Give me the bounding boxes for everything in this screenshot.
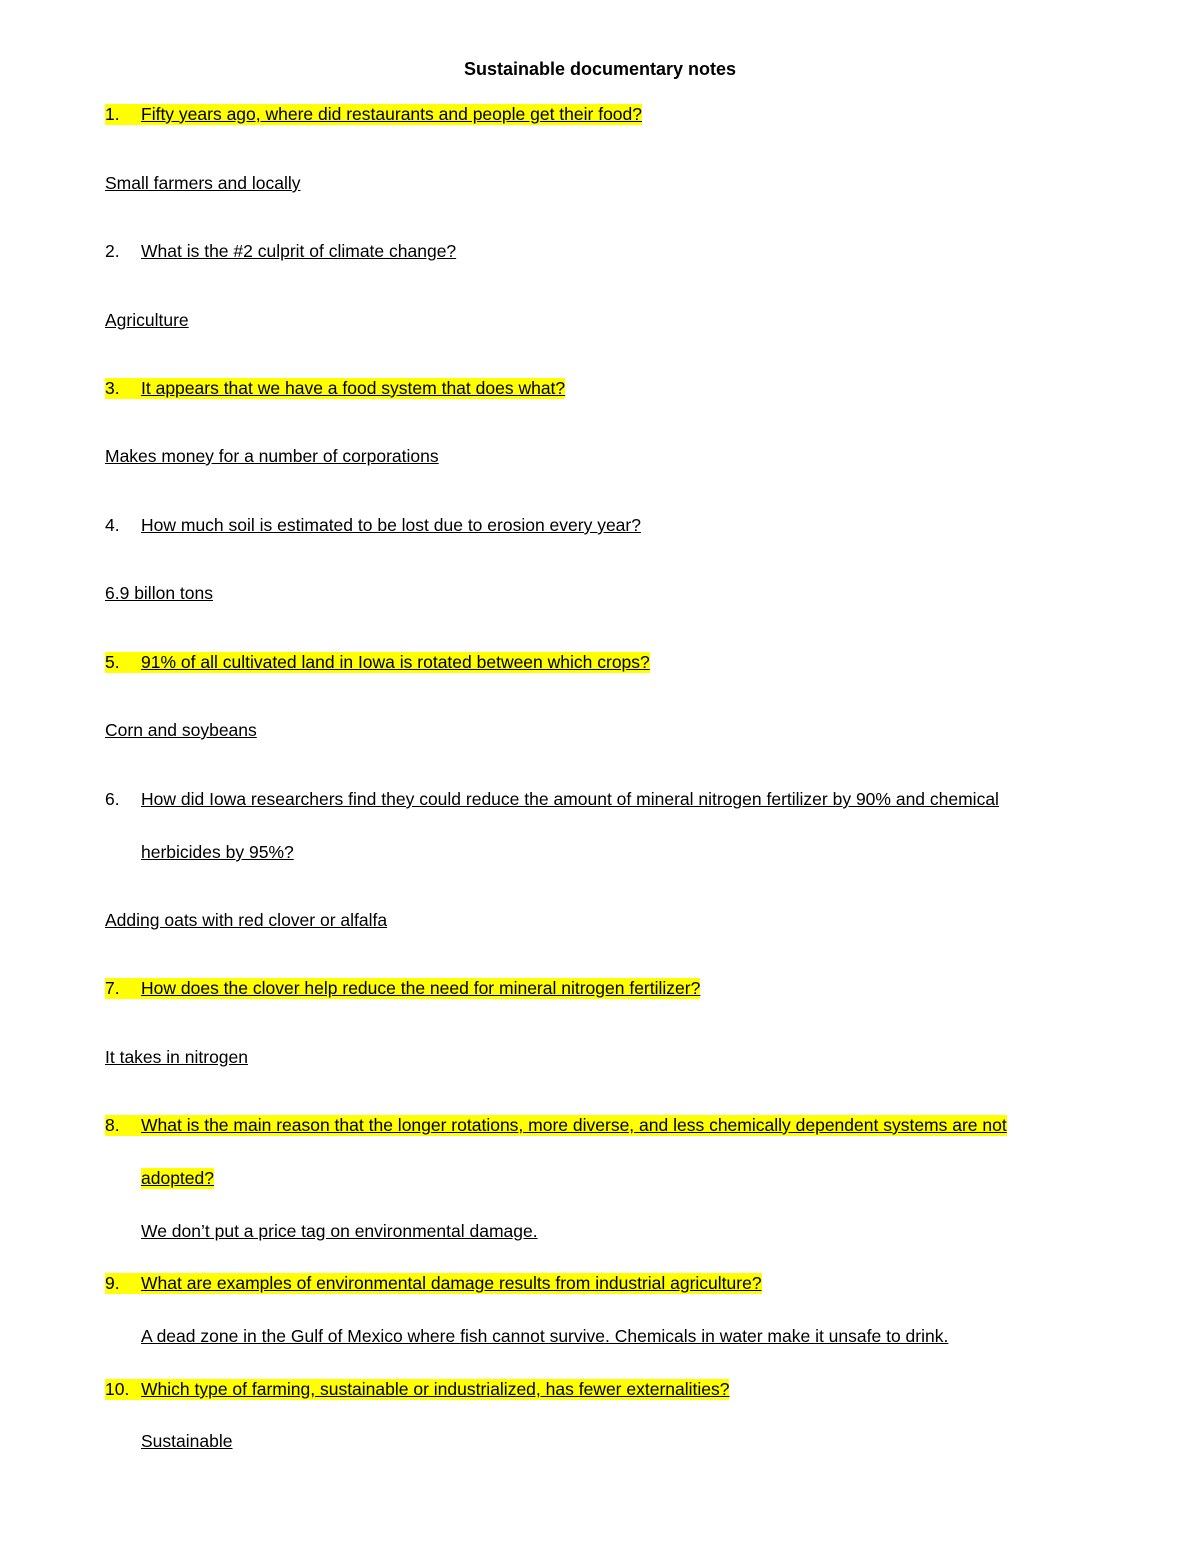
- answer-text: A dead zone in the Gulf of Mexico where fish cannot survive. Chemicals in water make it unsafe to drink.: [141, 1326, 949, 1346]
- answer-text: Corn and soybeans: [105, 720, 257, 740]
- question-text: Which type of farming, sustainable or industrialized, has fewer externalities?: [141, 1379, 730, 1399]
- question-text: How much soil is estimated to be lost due to erosion every year?: [141, 515, 641, 535]
- question-number: 3.: [105, 378, 141, 399]
- answer-text: We don’t put a price tag on environmental damage.: [141, 1221, 538, 1241]
- question-number: 8.: [105, 1115, 141, 1136]
- question-number: 4.: [105, 515, 120, 535]
- question-number: 10.: [105, 1379, 141, 1400]
- question-text: It appears that we have a food system that does what?: [141, 378, 566, 398]
- question-text: Fifty years ago, where did restaurants and people get their food?: [141, 104, 642, 124]
- question-text-continued: herbicides by 95%?: [141, 842, 294, 862]
- answer-text: Makes money for a number of corporations: [105, 446, 439, 466]
- question-text: What are examples of environmental damage results from industrial agriculture?: [141, 1273, 762, 1293]
- answer-text: Sustainable: [141, 1431, 233, 1451]
- question-text: What is the main reason that the longer rotations, more diverse, and less chemically dependent systems are not: [141, 1115, 1007, 1135]
- question-number: 9.: [105, 1273, 141, 1294]
- question-number: 1.: [105, 104, 141, 125]
- answer-text: It takes in nitrogen: [105, 1047, 248, 1067]
- question-text: How did Iowa researchers find they could reduce the amount of mineral nitrogen fertilizer by 90% and chemical: [141, 789, 999, 809]
- question-number: 5.: [105, 652, 141, 673]
- answer-text: 6.9 billon tons: [105, 583, 213, 603]
- question-text-continued: adopted?: [141, 1168, 214, 1188]
- question-number: 7.: [105, 978, 141, 999]
- question-text: How does the clover help reduce the need for mineral nitrogen fertilizer?: [141, 978, 701, 998]
- question-number: 2.: [105, 241, 120, 261]
- page-title: Sustainable documentary notes: [463, 59, 737, 79]
- answer-text: Small farmers and locally: [105, 173, 301, 193]
- answer-text: Agriculture: [105, 310, 189, 330]
- question-number: 6.: [105, 789, 120, 809]
- question-text: 91% of all cultivated land in Iowa is rotated between which crops?: [141, 652, 650, 672]
- answer-text: Adding oats with red clover or alfalfa: [105, 910, 388, 930]
- question-text: What is the #2 culprit of climate change?: [141, 241, 457, 261]
